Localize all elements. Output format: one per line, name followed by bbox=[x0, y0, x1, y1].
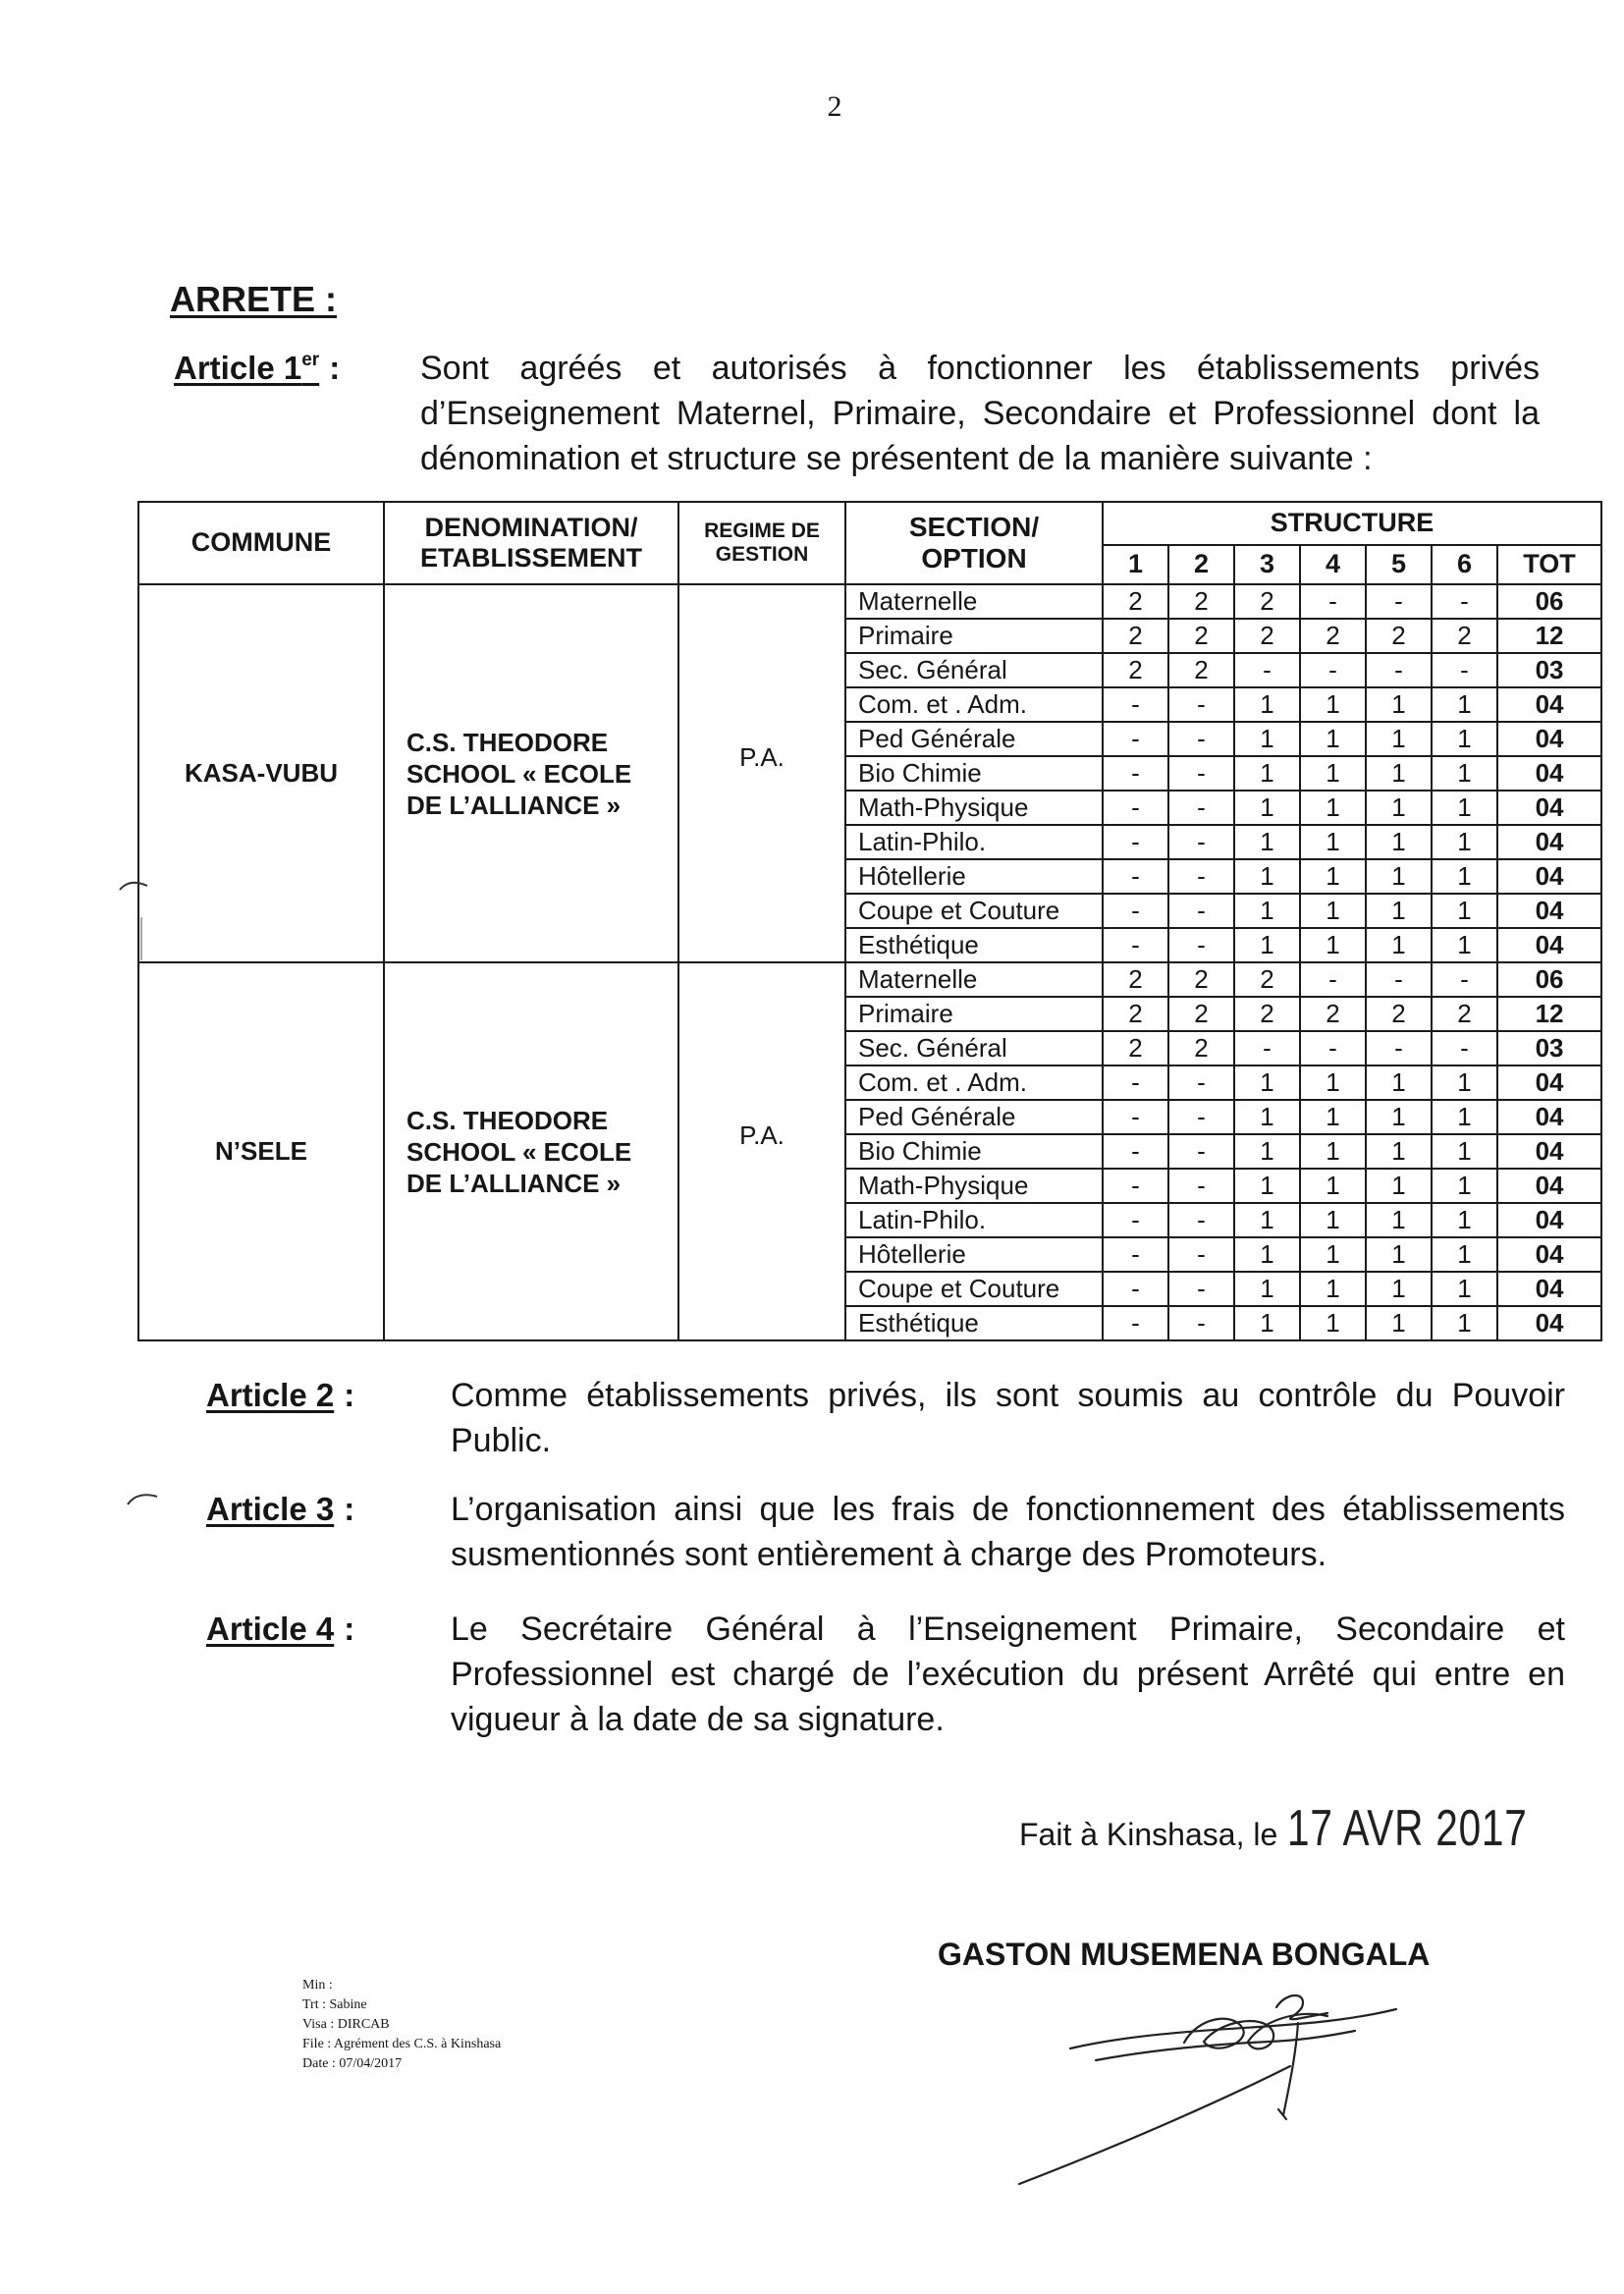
cell-value: 2 bbox=[1103, 962, 1168, 997]
article-text: L’organisation ainsi que les frais de fonctionnement des établissements susmentionnés sont entièrement à charge des Promoteurs. bbox=[451, 1491, 1565, 1573]
cell-value: 1 bbox=[1432, 687, 1497, 722]
article-label bbox=[206, 1607, 451, 1652]
cell-option: Hôtellerie bbox=[845, 1237, 1103, 1272]
article-4 bbox=[206, 1607, 1565, 1742]
cell-value: - bbox=[1103, 722, 1168, 756]
cell-value: - bbox=[1366, 962, 1432, 997]
cell-option: Latin-Philo. bbox=[845, 825, 1103, 859]
cell-value: 1 bbox=[1234, 1065, 1300, 1100]
header-column-3: 3 bbox=[1234, 545, 1300, 584]
cell-total: 06 bbox=[1497, 962, 1601, 997]
cell-value: 2 bbox=[1168, 584, 1234, 619]
cell-value: - bbox=[1103, 1237, 1168, 1272]
cell-value: 1 bbox=[1432, 756, 1497, 791]
cell-value: 1 bbox=[1432, 1065, 1497, 1100]
reference-note bbox=[302, 1976, 501, 2074]
cell-option: Sec. Général bbox=[845, 1031, 1103, 1065]
cell-value: 2 bbox=[1168, 653, 1234, 687]
cell-value: 2 bbox=[1103, 584, 1168, 619]
cell-value: - bbox=[1103, 859, 1168, 894]
header-regime bbox=[678, 502, 845, 584]
cell-regime: P.A. bbox=[678, 962, 845, 1340]
cell-value: 1 bbox=[1366, 1065, 1432, 1100]
cell-value: - bbox=[1366, 653, 1432, 687]
decree-heading: ARRETE : bbox=[170, 279, 337, 319]
cell-value: 1 bbox=[1432, 1100, 1497, 1134]
cell-value: 1 bbox=[1366, 825, 1432, 859]
cell-value: - bbox=[1234, 1031, 1300, 1065]
article-label-text: Article 3 bbox=[206, 1491, 335, 1527]
header-denomination-line: ETABLISSEMENT bbox=[419, 543, 642, 573]
cell-value: - bbox=[1103, 1272, 1168, 1306]
article-text: Sont agréés et autorisés à fonctionner les établissements privés d’Enseignement Maternel, Primaire, Secondaire et Professionnel dont la dénomination et structure se présentent de la manière suivante : bbox=[420, 350, 1540, 477]
cell-option: Bio Chimie bbox=[845, 756, 1103, 791]
cell-value: - bbox=[1168, 825, 1234, 859]
handwritten-signature bbox=[1001, 1972, 1424, 2200]
cell-value: 1 bbox=[1432, 859, 1497, 894]
cell-value: - bbox=[1103, 1065, 1168, 1100]
reference-note-line: File : Agrément des C.S. à Kinshasa bbox=[302, 2037, 502, 2051]
cell-total: 04 bbox=[1497, 1065, 1601, 1100]
cell-value: 1 bbox=[1234, 1272, 1300, 1306]
cell-value: 1 bbox=[1432, 894, 1497, 928]
reference-note-line: Min : bbox=[302, 1978, 333, 1993]
cell-value: 2 bbox=[1103, 997, 1168, 1031]
cell-value: 1 bbox=[1300, 722, 1366, 756]
cell-value: 1 bbox=[1300, 1203, 1366, 1237]
cell-value: - bbox=[1103, 1203, 1168, 1237]
cell-value: 2 bbox=[1432, 619, 1497, 653]
cell-total: 04 bbox=[1497, 1203, 1601, 1237]
article-1 bbox=[174, 346, 1540, 481]
cell-value: 2 bbox=[1103, 619, 1168, 653]
article-text: Le Secrétaire Général à l’Enseignement Primaire, Secondaire et Professionnel est chargé de l’exécution du présent Arrêté qui entre en vigueur à la date de sa signature. bbox=[451, 1611, 1565, 1738]
cell-total: 04 bbox=[1497, 756, 1601, 791]
reference-note-line: Trt : Sabine bbox=[302, 1997, 367, 2012]
cell-value: - bbox=[1168, 1134, 1234, 1169]
table-row bbox=[138, 962, 1601, 997]
cell-value: 1 bbox=[1432, 722, 1497, 756]
date-stamp: 17 AVR 2017 bbox=[1287, 1800, 1528, 1857]
cell-value: 2 bbox=[1103, 653, 1168, 687]
cell-value: 1 bbox=[1366, 1237, 1432, 1272]
header-denomination-line: DENOMINATION/ bbox=[424, 512, 638, 542]
cell-value: 1 bbox=[1300, 894, 1366, 928]
cell-value: 1 bbox=[1234, 722, 1300, 756]
article-label bbox=[174, 346, 420, 391]
cell-total: 04 bbox=[1497, 1306, 1601, 1340]
cell-value: - bbox=[1168, 756, 1234, 791]
cell-total: 04 bbox=[1497, 859, 1601, 894]
cell-value: - bbox=[1168, 859, 1234, 894]
cell-value: 1 bbox=[1432, 1169, 1497, 1203]
cell-total: 03 bbox=[1497, 653, 1601, 687]
cell-value: 1 bbox=[1234, 687, 1300, 722]
header-column-4: 4 bbox=[1300, 545, 1366, 584]
table-body bbox=[138, 584, 1601, 1340]
cell-value: 2 bbox=[1234, 584, 1300, 619]
table-row bbox=[138, 584, 1601, 619]
cell-value: 2 bbox=[1432, 997, 1497, 1031]
cell-value: 1 bbox=[1234, 791, 1300, 825]
cell-value: 2 bbox=[1300, 997, 1366, 1031]
cell-value: - bbox=[1168, 1306, 1234, 1340]
cell-denomination bbox=[384, 584, 678, 962]
cell-value: - bbox=[1300, 653, 1366, 687]
cell-value: 1 bbox=[1234, 1134, 1300, 1169]
header-column-total: TOT bbox=[1497, 545, 1601, 584]
cell-value: - bbox=[1432, 1031, 1497, 1065]
cell-option: Sec. Général bbox=[845, 653, 1103, 687]
cell-value: - bbox=[1168, 791, 1234, 825]
cell-total: 06 bbox=[1497, 584, 1601, 619]
cell-denomination bbox=[384, 962, 678, 1340]
cell-value: 1 bbox=[1366, 756, 1432, 791]
scan-mark bbox=[116, 874, 155, 964]
cell-total: 12 bbox=[1497, 997, 1601, 1031]
cell-option: Esthétique bbox=[845, 928, 1103, 962]
reference-note-line: Visa : DIRCAB bbox=[302, 2017, 390, 2032]
header-structure: STRUCTURE bbox=[1103, 502, 1601, 545]
cell-value: 1 bbox=[1432, 928, 1497, 962]
cell-option: Math-Physique bbox=[845, 791, 1103, 825]
cell-value: 2 bbox=[1168, 962, 1234, 997]
cell-value: - bbox=[1168, 722, 1234, 756]
cell-value: 2 bbox=[1366, 997, 1432, 1031]
cell-total: 04 bbox=[1497, 1272, 1601, 1306]
cell-value: 1 bbox=[1300, 1100, 1366, 1134]
cell-value: 1 bbox=[1432, 1272, 1497, 1306]
cell-value: 1 bbox=[1234, 1100, 1300, 1134]
denomination-line: DE L’ALLIANCE » bbox=[406, 1168, 622, 1198]
cell-value: - bbox=[1103, 1169, 1168, 1203]
cell-value: - bbox=[1103, 687, 1168, 722]
reference-note-line: Date : 07/04/2017 bbox=[302, 2056, 403, 2071]
cell-commune: KASA-VUBU bbox=[138, 584, 384, 962]
cell-value: - bbox=[1103, 756, 1168, 791]
cell-total: 12 bbox=[1497, 619, 1601, 653]
cell-total: 04 bbox=[1497, 791, 1601, 825]
cell-value: 2 bbox=[1234, 997, 1300, 1031]
cell-value: 1 bbox=[1234, 859, 1300, 894]
cell-total: 04 bbox=[1497, 687, 1601, 722]
cell-value: - bbox=[1168, 894, 1234, 928]
cell-value: - bbox=[1432, 584, 1497, 619]
cell-total: 04 bbox=[1497, 825, 1601, 859]
cell-value: 2 bbox=[1300, 619, 1366, 653]
cell-value: 2 bbox=[1168, 1031, 1234, 1065]
article-2 bbox=[206, 1373, 1565, 1463]
cell-value: 2 bbox=[1234, 619, 1300, 653]
cell-total: 04 bbox=[1497, 1134, 1601, 1169]
cell-value: - bbox=[1103, 1100, 1168, 1134]
cell-value: - bbox=[1168, 1237, 1234, 1272]
article-label-text: Article 1 bbox=[174, 350, 302, 386]
cell-value: - bbox=[1168, 928, 1234, 962]
cell-value: 1 bbox=[1300, 791, 1366, 825]
article-label-colon: : bbox=[344, 1611, 355, 1647]
cell-value: - bbox=[1432, 653, 1497, 687]
cell-value: 1 bbox=[1234, 928, 1300, 962]
cell-value: 1 bbox=[1366, 791, 1432, 825]
cell-value: - bbox=[1300, 1031, 1366, 1065]
cell-value: 1 bbox=[1234, 1169, 1300, 1203]
cell-option: Bio Chimie bbox=[845, 1134, 1103, 1169]
cell-value: 1 bbox=[1234, 894, 1300, 928]
article-label-underlined bbox=[174, 350, 319, 386]
article-label-colon: : bbox=[344, 1491, 355, 1527]
cell-value: - bbox=[1168, 1100, 1234, 1134]
cell-total: 04 bbox=[1497, 928, 1601, 962]
cell-value: 1 bbox=[1300, 756, 1366, 791]
header-section-line: OPTION bbox=[921, 543, 1027, 574]
cell-value: 1 bbox=[1300, 1134, 1366, 1169]
cell-value: 2 bbox=[1168, 619, 1234, 653]
place-and-date bbox=[1019, 1799, 1596, 1858]
cell-option: Latin-Philo. bbox=[845, 1203, 1103, 1237]
cell-value: - bbox=[1168, 1169, 1234, 1203]
cell-regime: P.A. bbox=[678, 584, 845, 962]
cell-value: 1 bbox=[1300, 1306, 1366, 1340]
cell-value: 1 bbox=[1366, 1306, 1432, 1340]
cell-value: 1 bbox=[1366, 928, 1432, 962]
cell-option: Com. et . Adm. bbox=[845, 687, 1103, 722]
cell-value: 2 bbox=[1168, 997, 1234, 1031]
cell-value: - bbox=[1168, 1065, 1234, 1100]
cell-value: - bbox=[1103, 825, 1168, 859]
cell-value: 1 bbox=[1366, 1272, 1432, 1306]
cell-value: 1 bbox=[1300, 1065, 1366, 1100]
cell-value: 1 bbox=[1234, 1203, 1300, 1237]
article-text: Comme établissements privés, ils sont soumis au contrôle du Pouvoir Public. bbox=[451, 1377, 1565, 1459]
header-row bbox=[138, 502, 1601, 545]
denomination-line: SCHOOL « ECOLE bbox=[406, 758, 632, 789]
cell-option: Hôtellerie bbox=[845, 859, 1103, 894]
cell-value: - bbox=[1103, 894, 1168, 928]
cell-total: 04 bbox=[1497, 1169, 1601, 1203]
article-label-colon: : bbox=[329, 350, 341, 386]
article-label bbox=[206, 1373, 451, 1418]
cell-option: Coupe et Couture bbox=[845, 1272, 1103, 1306]
cell-total: 04 bbox=[1497, 722, 1601, 756]
header-regime-line: GESTION bbox=[715, 543, 809, 566]
header-column-6: 6 bbox=[1432, 545, 1497, 584]
cell-option: Maternelle bbox=[845, 584, 1103, 619]
cell-value: 1 bbox=[1300, 687, 1366, 722]
cell-value: - bbox=[1168, 687, 1234, 722]
cell-value: 1 bbox=[1366, 894, 1432, 928]
header-section-line: SECTION/ bbox=[908, 511, 1040, 542]
cell-option: Ped Générale bbox=[845, 1100, 1103, 1134]
cell-value: - bbox=[1103, 1134, 1168, 1169]
cell-value: - bbox=[1168, 1272, 1234, 1306]
cell-value: - bbox=[1432, 962, 1497, 997]
denomination-line: SCHOOL « ECOLE bbox=[406, 1136, 632, 1167]
cell-value: 1 bbox=[1366, 687, 1432, 722]
article-label-superscript: er bbox=[301, 350, 320, 370]
cell-option: Math-Physique bbox=[845, 1169, 1103, 1203]
cell-value: 1 bbox=[1300, 825, 1366, 859]
cell-value: 1 bbox=[1234, 1237, 1300, 1272]
cell-value: 1 bbox=[1432, 1134, 1497, 1169]
cell-value: 1 bbox=[1300, 1169, 1366, 1203]
cell-value: 1 bbox=[1366, 1203, 1432, 1237]
cell-value: 1 bbox=[1432, 1203, 1497, 1237]
signatory-name: GASTON MUSEMENA BONGALA bbox=[938, 1937, 1431, 1972]
cell-value: 1 bbox=[1366, 1100, 1432, 1134]
cell-value: 1 bbox=[1234, 825, 1300, 859]
cell-option: Primaire bbox=[845, 619, 1103, 653]
cell-total: 04 bbox=[1497, 1237, 1601, 1272]
cell-option: Primaire bbox=[845, 997, 1103, 1031]
cell-value: 1 bbox=[1366, 859, 1432, 894]
cell-value: 1 bbox=[1300, 928, 1366, 962]
cell-value: - bbox=[1103, 1306, 1168, 1340]
cell-value: 1 bbox=[1234, 756, 1300, 791]
cell-value: 2 bbox=[1103, 1031, 1168, 1065]
cell-value: - bbox=[1300, 584, 1366, 619]
header-regime-line: REGIME DE bbox=[704, 519, 820, 542]
scan-mark bbox=[126, 1487, 161, 1510]
denomination-line: DE L’ALLIANCE » bbox=[406, 790, 622, 820]
cell-total: 04 bbox=[1497, 1100, 1601, 1134]
cell-value: - bbox=[1103, 791, 1168, 825]
cell-value: 1 bbox=[1432, 1306, 1497, 1340]
cell-value: - bbox=[1103, 928, 1168, 962]
cell-value: 1 bbox=[1366, 1169, 1432, 1203]
cell-value: 2 bbox=[1366, 619, 1432, 653]
cell-option: Coupe et Couture bbox=[845, 894, 1103, 928]
article-label-colon: : bbox=[344, 1377, 355, 1413]
header-column-2: 2 bbox=[1168, 545, 1234, 584]
cell-value: - bbox=[1234, 653, 1300, 687]
header-commune: COMMUNE bbox=[138, 502, 384, 584]
cell-option: Maternelle bbox=[845, 962, 1103, 997]
article-label-text: Article 4 bbox=[206, 1611, 335, 1647]
cell-value: 1 bbox=[1300, 1237, 1366, 1272]
cell-total: 04 bbox=[1497, 894, 1601, 928]
article-3 bbox=[206, 1487, 1565, 1577]
cell-value: 1 bbox=[1432, 791, 1497, 825]
cell-value: 1 bbox=[1300, 1272, 1366, 1306]
cell-value: 1 bbox=[1432, 825, 1497, 859]
denomination-line: C.S. THEODORE bbox=[406, 727, 609, 757]
cell-value: 1 bbox=[1366, 722, 1432, 756]
cell-value: 1 bbox=[1432, 1237, 1497, 1272]
place-prefix: Fait à Kinshasa, le bbox=[1019, 1817, 1278, 1852]
header-column-5: 5 bbox=[1366, 545, 1432, 584]
header-column-1: 1 bbox=[1103, 545, 1168, 584]
cell-value: - bbox=[1300, 962, 1366, 997]
structure-table bbox=[137, 501, 1602, 1341]
denomination-line: C.S. THEODORE bbox=[406, 1105, 609, 1135]
cell-option: Com. et . Adm. bbox=[845, 1065, 1103, 1100]
table-header bbox=[138, 502, 1601, 584]
cell-total: 03 bbox=[1497, 1031, 1601, 1065]
article-label bbox=[206, 1487, 451, 1532]
cell-option: Esthétique bbox=[845, 1306, 1103, 1340]
cell-value: 1 bbox=[1234, 1306, 1300, 1340]
article-label-text: Article 2 bbox=[206, 1377, 335, 1413]
cell-value: - bbox=[1168, 1203, 1234, 1237]
cell-value: 1 bbox=[1300, 859, 1366, 894]
cell-commune: N’SELE bbox=[138, 962, 384, 1340]
cell-value: - bbox=[1366, 584, 1432, 619]
cell-value: - bbox=[1366, 1031, 1432, 1065]
cell-value: 1 bbox=[1366, 1134, 1432, 1169]
page-number: 2 bbox=[827, 90, 842, 123]
header-section bbox=[845, 502, 1103, 584]
header-denomination bbox=[384, 502, 678, 584]
cell-value: 2 bbox=[1234, 962, 1300, 997]
cell-option: Ped Générale bbox=[845, 722, 1103, 756]
